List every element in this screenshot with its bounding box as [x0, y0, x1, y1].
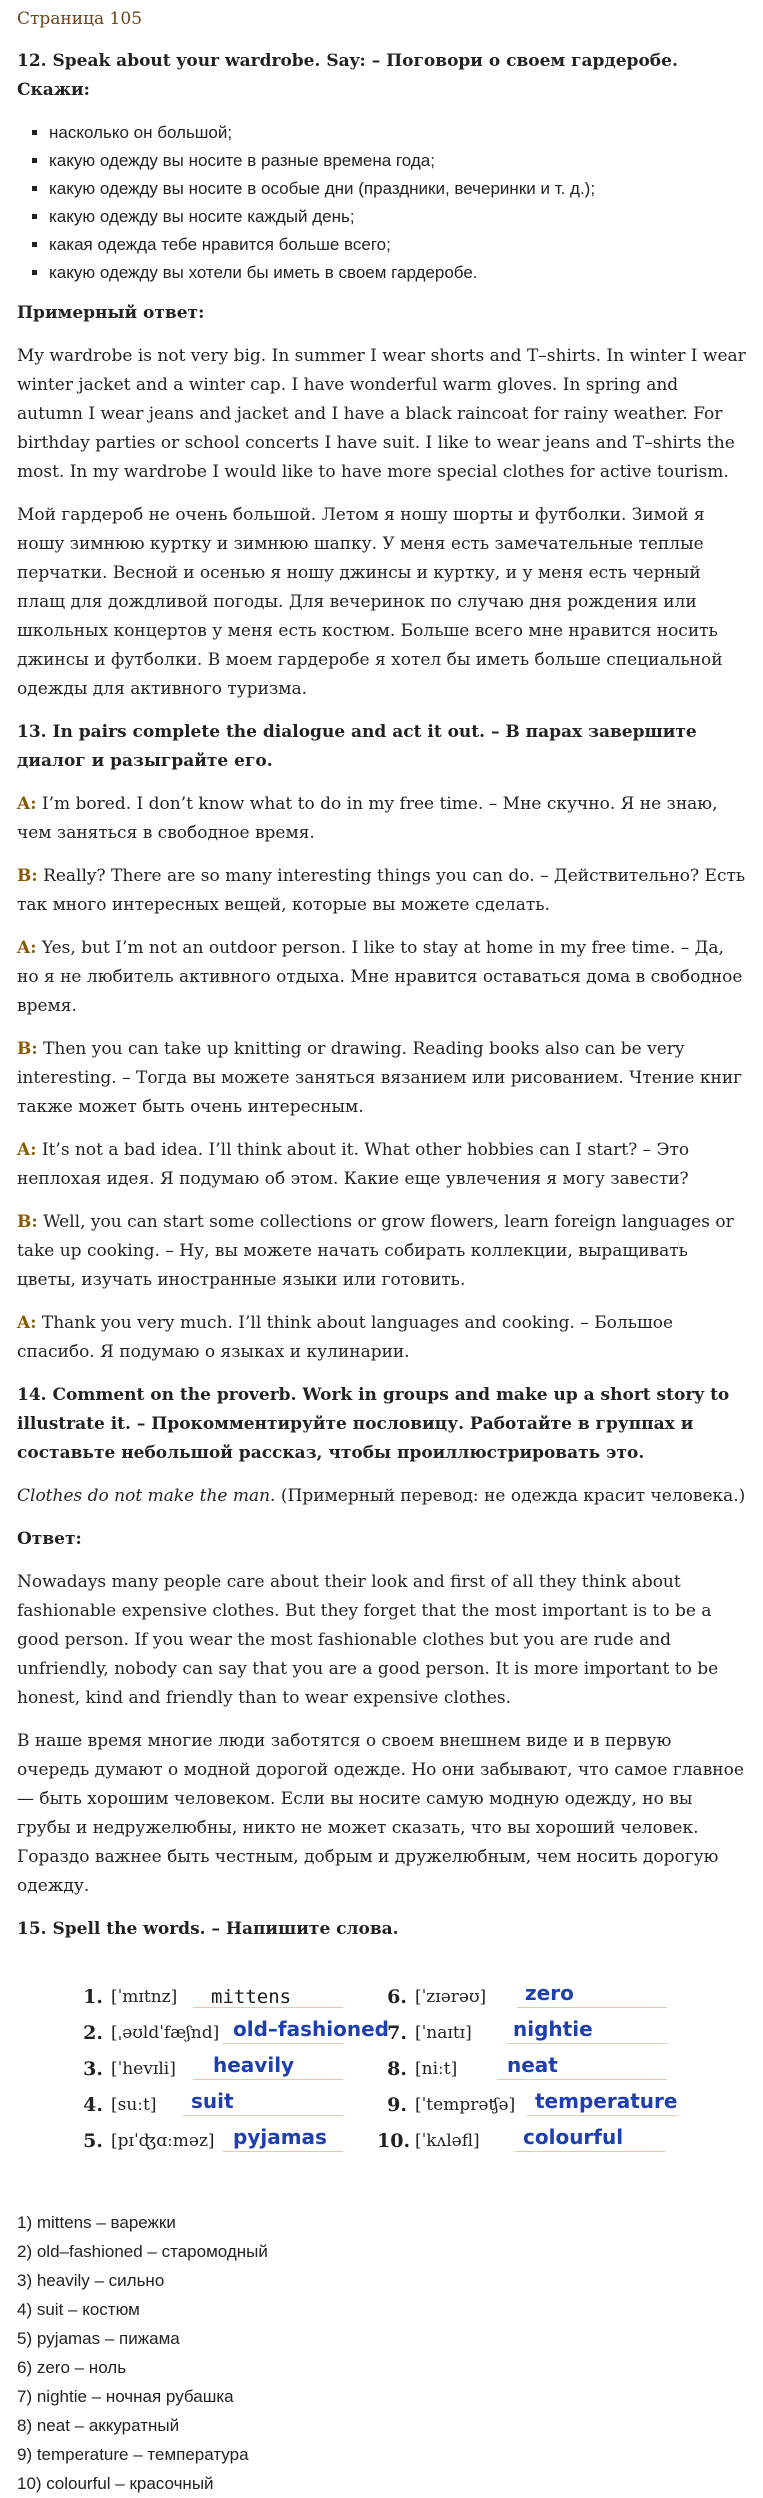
item-transcription: [ˈkʌləfl] [415, 2131, 480, 2151]
item-transcription: [ˈzɪərəʊ] [415, 1987, 487, 2007]
ex12-answer-ru: Мой гардероб не очень большой. Летом я ношу шорты и футболки. Зимой я ношу зимнюю куртку и зимнюю шапку. У меня есть замечательные теплые перчатки. Весной и осенью я ношу джинсы и куртку, и у меня есть черный плащ для дождливой погоды. Для вечеринок по случаю дня рождения или школьных концертов у меня есть костюм. Больше всего мне нравится носить джинсы и футболки. В моем гардеробе я хотел бы иметь больше специальной одежды для активного туризма. [17, 505, 723, 699]
list-item: ▪ какую одежду вы носите в особые дни (праздники, вечеринки и т. д.); [49, 175, 746, 203]
dialogue-line [17, 1035, 746, 1122]
dialogue-text: Then you can take up knitting or drawing. Reading books also can be very interesting. – Тогда вы можете заняться вязанием или рисованием. Чтение книг также может быть очень интересным. [17, 1039, 743, 1117]
ex15-heading: 15. Spell the words. – Напишите слова. [17, 1919, 399, 1939]
item-transcription: [niːt] [415, 2059, 458, 2079]
handwritten-word: neat [507, 2053, 558, 2077]
list-item: ▪ какую одежду вы хотели бы иметь в своем гардеробе. [49, 259, 746, 287]
dialogue-line [17, 790, 746, 848]
list-item: 9) temperature – температура [17, 2445, 249, 2464]
dialogue-text: I’m bored. I don’t know what to do in my free time. – Мне скучно. Я не знаю, чем заняться в свободное время. [17, 794, 718, 843]
speaker-label: A: [17, 938, 37, 958]
speaker-label: A: [17, 794, 37, 814]
list-item: 2) old–fashioned – старомодный [17, 2242, 268, 2261]
dialogue-line [17, 1208, 746, 1295]
item-number: 7. [387, 2022, 407, 2044]
proverb-translation: (Примерный перевод: не одежда красит человека.) [275, 1486, 746, 1506]
page-number: Страница 105 [17, 9, 143, 29]
handwritten-word: zero [525, 1981, 574, 2005]
speaker-label: B: [17, 1212, 38, 1232]
dialogue-text: It’s not a bad idea. I’ll think about it. What other hobbies can I start? – Это неплохая идея. Я подумаю об этом. Какие еще увлечения я могу завести? [17, 1140, 690, 1189]
item-transcription: [ˈtemprəʧə] [415, 2095, 516, 2115]
proverb: Clothes do not make the man. [17, 1486, 276, 1506]
ex12-heading: 12. Speak about your wardrobe. Say: – Поговори о своем гардеробе. Скажи: [17, 51, 678, 100]
list-item: 5) pyjamas – пижама [17, 2329, 180, 2348]
handwritten-word: mittens [211, 1986, 292, 2008]
spelling-exercise-image [17, 1970, 746, 2200]
item-number: 4. [83, 2094, 103, 2116]
ex14-answer-en: Nowadays many people care about their look and first of all they think about fashionable expensive clothes. But they forget that the most important is to be a good person. If you wear the most fashionable clothes but you are rude and unfriendly, nobody can say that you are a good person. It is more important to be honest, kind and friendly than to wear expensive clothes. [17, 1572, 719, 1708]
handwritten-word: colourful [523, 2125, 624, 2149]
ex12-bullet-list [17, 119, 746, 287]
item-number: 8. [387, 2058, 407, 2080]
ex14-heading: 14. Comment on the proverb. Work in groups and make up a short story to illustrate it. – Прокомментируйте пословицу. Работайте в группах и составьте небольшой рассказ, чтобы проиллюстрировать это. [17, 1385, 730, 1463]
item-number: 10. [377, 2130, 411, 2152]
item-transcription: [suːt] [111, 2095, 157, 2115]
dialogue-line [17, 1309, 746, 1367]
item-number: 9. [387, 2094, 407, 2116]
list-item: ▪ насколько он большой; [49, 119, 746, 147]
ex13-heading: 13. In pairs complete the dialogue and act it out. – В парах завершите диалог и разыграйте его. [17, 722, 697, 771]
dialogue-text: Thank you very much. I’ll think about languages and cooking. – Большое спасибо. Я подумаю о языках и кулинарии. [17, 1313, 674, 1362]
dialogue-line [17, 1136, 746, 1194]
list-item: ▪ какую одежду вы носите каждый день; [49, 203, 746, 231]
item-number: 2. [83, 2022, 103, 2044]
item-transcription: [ˈhevɪli] [111, 2059, 176, 2079]
handwritten-word: pyjamas [233, 2125, 327, 2149]
dialogue-text: Yes, but I’m not an outdoor person. I like to stay at home in my free time. – Да, но я не любитель активного отдыха. Мне нравится оставаться дома в свободное время. [17, 938, 743, 1016]
ex14-proverb-line [17, 1482, 746, 1511]
handwritten-word: old–fashioned [233, 2017, 389, 2041]
ex14-answer-ru: В наше время многие люди заботятся о своем внешнем виде и в первую очередь думают о модной дорогой одежде. Но они забывают, что самое главное — быть хорошим человеком. Если вы носите самую модную одежду, но вы грубы и недружелюбны, никто не может сказать, что вы хороший человек. Гораздо важнее быть честным, добрым и дружелюбным, чем носить дорогую одежду. [17, 1731, 744, 1896]
speaker-label: B: [17, 1039, 38, 1059]
list-item: 8) neat – аккуратный [17, 2416, 180, 2435]
handwritten-word: heavily [213, 2053, 295, 2077]
item-transcription: [ˈmɪtnz] [111, 1987, 178, 2007]
item-transcription: [ˈnaɪtɪ] [415, 2023, 472, 2043]
dialogue-line [17, 934, 746, 1021]
list-item: 1) mittens – варежки [17, 2213, 176, 2232]
handwritten-word: suit [191, 2089, 234, 2113]
speaker-label: A: [17, 1313, 37, 1333]
item-transcription: [ˌəʊldˈfæʃnd] [111, 2023, 220, 2043]
handwritten-word: temperature [535, 2089, 678, 2113]
handwritten-word: nightie [513, 2017, 593, 2041]
ex14-answer-label: Ответ: [17, 1529, 82, 1549]
list-item: 10) colourful – красочный [17, 2474, 214, 2493]
dialogue-text: Well, you can start some collections or grow flowers, learn foreign languages or take up cooking. – Ну, вы можете начать собирать коллекции, выращивать цветы, изучать иностранные языки или готовить. [17, 1212, 734, 1290]
item-number: 3. [83, 2058, 103, 2080]
list-item: 4) suit – костюм [17, 2300, 140, 2319]
speaker-label: A: [17, 1140, 37, 1160]
dialogue-text: Really? There are so many interesting things you can do. – Действительно? Есть так много интересных вещей, которые вы можете сделать. [17, 866, 746, 915]
item-number: 6. [387, 1986, 407, 2008]
list-item: 7) nightie – ночная рубашка [17, 2387, 234, 2406]
speaker-label: B: [17, 866, 38, 886]
list-item: 3) heavily – сильно [17, 2271, 165, 2290]
item-number: 1. [83, 1986, 103, 2008]
list-item: ▪ какую одежду вы носите в разные времена года; [49, 147, 746, 175]
item-number: 5. [83, 2130, 103, 2152]
list-item: 6) zero – ноль [17, 2358, 127, 2377]
dialogue-line [17, 862, 746, 920]
item-transcription: [pɪˈʤɑːməz] [111, 2131, 215, 2151]
ex12-sample-label: Примерный ответ: [17, 303, 205, 323]
ex12-answer-en: My wardrobe is not very big. In summer I wear shorts and T–shirts. In winter I wear winter jacket and a winter cap. I have wonderful warm gloves. In spring and autumn I wear jeans and jacket and I have a black raincoat for rainy weather. For birthday parties or school concerts I have suit. I like to wear jeans and T–shirts the most. In my wardrobe I would like to have more special clothes for active tourism. [17, 346, 746, 482]
ex15-answer-list [17, 2208, 746, 2498]
list-item: ▪ какая одежда тебе нравится больше всего; [49, 231, 746, 259]
